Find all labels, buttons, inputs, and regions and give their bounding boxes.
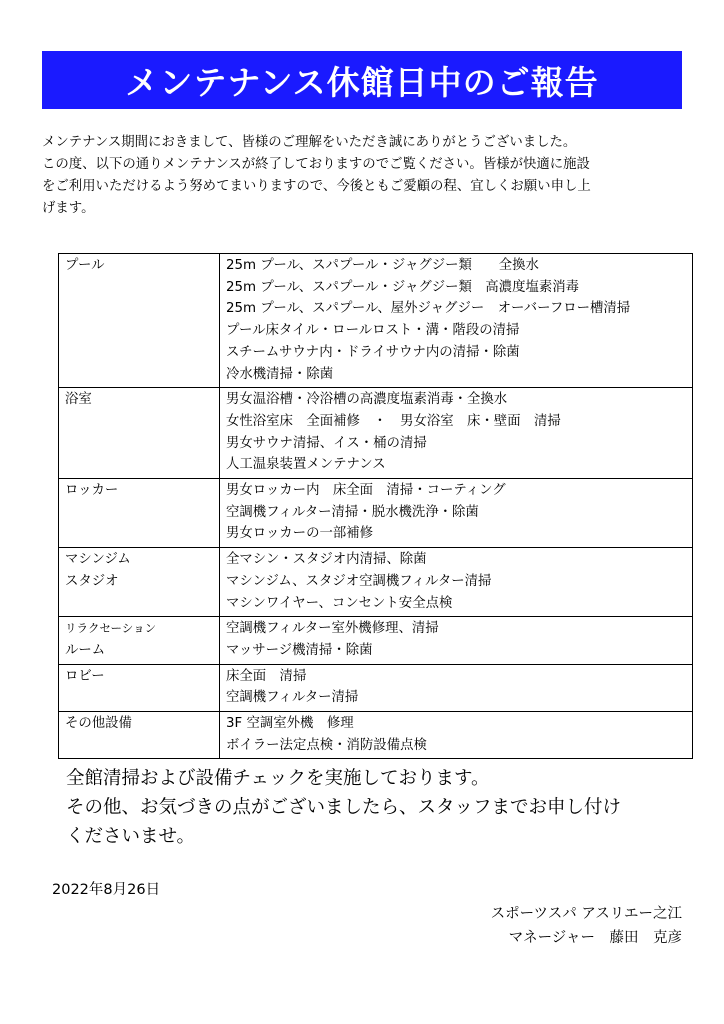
maintenance-table <box>58 253 693 759</box>
task-item: 女性浴室床 全面補修 ・ 男女浴室 床・壁面 清掃 <box>226 413 561 429</box>
category-cell <box>59 664 220 711</box>
table-row-other <box>59 712 693 759</box>
category-cell <box>59 388 220 479</box>
tasks-cell <box>220 712 693 759</box>
category-label: マシンジム <box>65 552 131 568</box>
category-cell <box>59 254 220 388</box>
task-item: 25m プール、スパプール・ジャグジー類 全換水 <box>226 258 539 273</box>
table-row-pool <box>59 254 693 388</box>
facility-name: スポーツスパ アスリエー之江 <box>490 906 682 922</box>
task-item: 空調機フィルター室外機修理、清掃 <box>226 621 439 637</box>
category-cell <box>59 617 220 664</box>
closing-line: くださいませ。 <box>66 826 195 847</box>
category-cell <box>59 712 220 759</box>
task-item: 25m プール、スパプール、屋外ジャグジー オーバーフロー槽清掃 <box>226 301 631 317</box>
tasks-cell <box>220 548 693 617</box>
task-item: 床全面 清掃 <box>226 668 307 684</box>
task-item: 男女サウナ清掃、イス・桶の清掃 <box>226 435 427 451</box>
category-label: ルーム <box>65 642 106 658</box>
signature-block <box>491 902 682 950</box>
category-cell <box>59 479 220 548</box>
intro-line: げます。 <box>42 201 95 216</box>
page-title: メンテナンス休館日中のご報告 <box>125 62 599 102</box>
intro-paragraph <box>42 132 682 220</box>
task-item: マッサージ機清掃・除菌 <box>226 642 373 658</box>
task-item: 25m プール、スパプール・ジャグジー類 高濃度塩素消毒 <box>226 279 580 295</box>
table-row-lobby <box>59 664 693 711</box>
tasks-cell <box>220 479 693 548</box>
manager-name: マネージャー 藤田 克彦 <box>508 930 682 946</box>
category-cell <box>59 548 220 617</box>
category-label: プール <box>65 258 105 273</box>
tasks-cell <box>220 664 693 711</box>
intro-line: メンテナンス期間におきまして、皆様のご理解をいただき誠にありがとうございました。 <box>42 135 577 150</box>
task-item: 3F 空調室外機 修理 <box>226 716 354 732</box>
table-row-locker <box>59 479 693 548</box>
closing-line: その他、お気づきの点がございましたら、スタッフまでお申し付け <box>66 797 622 818</box>
task-item: ボイラー法定点検・消防設備点検 <box>226 737 427 753</box>
tasks-cell <box>220 254 693 388</box>
issue-date: 2022年8月26日 <box>52 882 161 898</box>
table-row-bath <box>59 388 693 479</box>
closing-message <box>66 764 686 851</box>
task-item: 人工温泉装置メンテナンス <box>226 457 386 473</box>
task-item: 全マシン・スタジオ内清掃、除菌 <box>226 552 427 568</box>
tasks-cell <box>220 388 693 479</box>
task-item: 男女ロッカー内 床全面 清掃・コーティング <box>226 483 506 499</box>
task-item: 男女温浴槽・冷浴槽の高濃度塩素消毒・全換水 <box>226 392 508 408</box>
category-label: その他設備 <box>65 716 132 732</box>
table-row-relaxation <box>59 617 693 664</box>
intro-line: この度、以下の通りメンテナンスが終了しておりますのでご覧ください。皆様が快適に施設 <box>42 157 590 172</box>
task-item: 空調機フィルター清掃・脱水機洗浄・除菌 <box>226 504 479 520</box>
category-label: ロビー <box>65 668 105 684</box>
category-label: 浴室 <box>65 392 92 408</box>
task-item: マシンジム、スタジオ空調機フィルター清掃 <box>226 573 492 589</box>
task-item: 空調機フィルター清掃 <box>226 690 359 706</box>
task-item: 男女ロッカーの一部補修 <box>226 526 374 542</box>
category-label: ロッカー <box>65 483 119 499</box>
category-label: リラクセーション <box>65 621 157 636</box>
intro-line: をご利用いただけるよう努めてまいりますので、今後ともご愛顧の程、宜しくお願い申し上 <box>42 179 591 194</box>
task-item: 冷水機清掃・除菌 <box>226 366 334 382</box>
task-item: マシンワイヤー、コンセント安全点検 <box>226 595 453 611</box>
tasks-cell <box>220 617 693 664</box>
closing-line: 全館清掃および設備チェックを実施しております。 <box>66 768 490 789</box>
task-item: スチームサウナ内・ドライサウナ内の清掃・除菌 <box>226 344 520 360</box>
table-row-gym <box>59 548 693 617</box>
title-banner <box>42 51 682 109</box>
category-label: スタジオ <box>65 573 119 589</box>
task-item: プール床タイル・ロールロスト・溝・階段の清掃 <box>226 323 520 339</box>
